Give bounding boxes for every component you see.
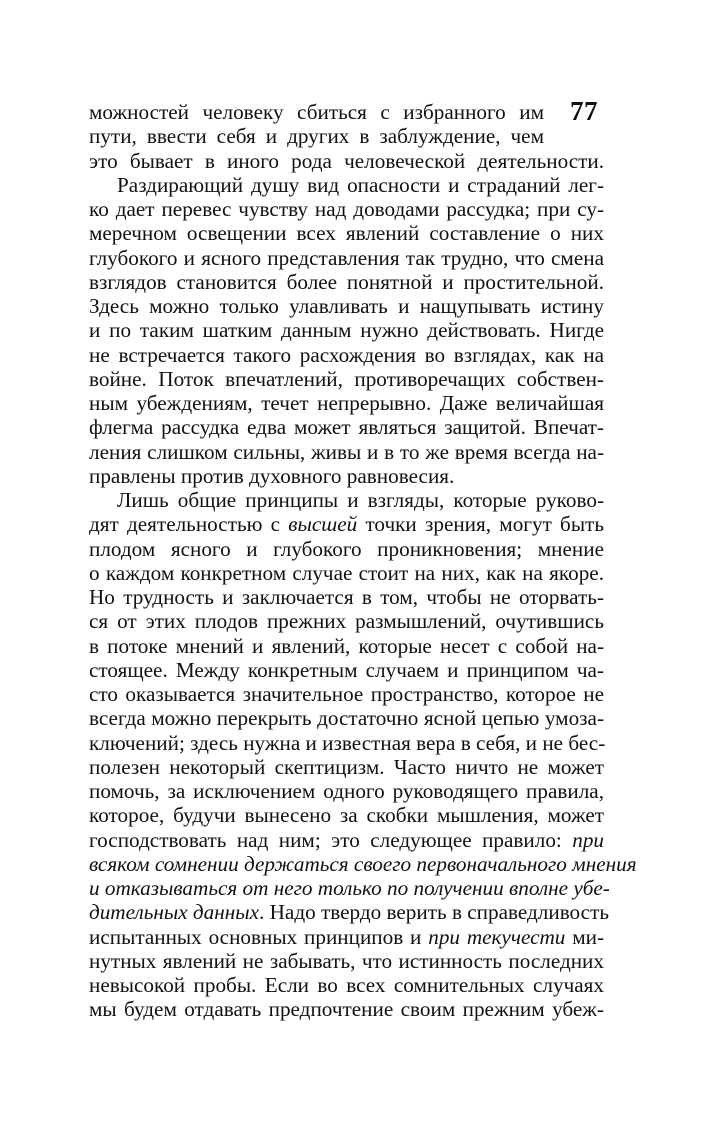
text-line: сто оказывается значительное пространство, которое не xyxy=(89,682,604,706)
italic-emphasis: при xyxy=(572,827,604,852)
text-line: не встречается такого расхождения во взглядах, как на xyxy=(89,342,604,367)
text-line: стоящее. Между конкретным случаем и принципом ча- xyxy=(89,657,604,682)
text-line: пути, ввести себя и других в заблуждение, чем xyxy=(89,124,544,149)
text-line: можностей человеку сбиться с избранного им xyxy=(89,100,544,124)
text-line: войне. Поток впечатлений, противоречащих собствен- xyxy=(89,366,604,391)
text-line: которое, будучи вынесено за скобки мышления, может xyxy=(89,803,604,828)
text-line: взглядов становится более понятной и простительной. xyxy=(89,269,604,294)
text-line: дительных данных. Надо твердо верить в справедливость xyxy=(89,900,610,925)
italic-emphasis: и отказываться от него только по получении вполне убе- xyxy=(89,876,610,900)
italic-emphasis: всяком сомнении держаться своего первоначального мнения xyxy=(89,851,637,876)
text-line xyxy=(89,851,637,876)
italic-emphasis: при текучести xyxy=(428,924,566,949)
text-line: дят деятельностью с высшей точки зрения, могут быть xyxy=(89,512,604,537)
page-number: 77 xyxy=(570,96,598,126)
text-line: Раздирающий душу вид опасности и страданий лег- xyxy=(117,172,604,197)
text-line: господствовать над ним; это следующее правило: при xyxy=(89,827,604,852)
text-line: ным убеждениям, течет непрерывно. Даже величайшая xyxy=(89,391,604,415)
text-line: меречном освещении всех явлений составление о них xyxy=(89,221,604,246)
text-line: о каждом конкретном случае стоит на них, как на якоре. xyxy=(89,560,604,585)
text-line: всегда можно перекрыть достаточно ясной цепью умоза- xyxy=(89,706,604,731)
text-line: ся от этих плодов прежних размышлений, очутившись xyxy=(89,609,604,634)
text-line: Лишь общие принципы и взгляды, которые руково- xyxy=(117,488,604,512)
italic-emphasis: дительных данных xyxy=(89,900,260,925)
text-line: невысокой пробы. Если во всех сомнительных случаях xyxy=(89,973,604,997)
text-line: помочь, за исключением одного руководящего правила, xyxy=(89,779,604,803)
body-text xyxy=(89,100,637,1022)
text-line: это бывает в иного рода человеческой деятельности. xyxy=(89,148,604,173)
text-line: ления слишком сильны, живы и в то же время всегда на- xyxy=(89,439,604,464)
text-line: глубокого и ясного представления так трудно, что смена xyxy=(89,245,604,270)
text-line: флегма рассудка едва может являться защитой. Впечат- xyxy=(89,415,604,440)
text-line: ко дает перевес чувству над доводами рассудка; при су- xyxy=(89,197,604,221)
text-line: полезен некоторый скептицизм. Часто ничто не может xyxy=(89,754,604,779)
text-line: мы будем отдавать предпочтение своим прежним убеж- xyxy=(89,997,604,1022)
text-line: Здесь можно только улавливать и нащупывать истину xyxy=(89,294,604,318)
text-line: ключений; здесь нужна и известная вера в себя, и не бес- xyxy=(89,730,606,755)
italic-emphasis: высшей xyxy=(288,512,358,537)
text-line: и по таким шатким данным нужно действовать. Нигде xyxy=(89,318,604,343)
text-line: нутных явлений не забывать, что истинность последних xyxy=(89,948,604,973)
text-line xyxy=(89,876,610,900)
text-line: испытанных основных принципов и при текучести ми- xyxy=(89,924,604,949)
text-line: в потоке мнений и явлений, которые несет с собой на- xyxy=(89,633,604,658)
text-line: Но трудность и заключается в том, чтобы не оторвать- xyxy=(89,585,604,609)
text-line: плодом ясного и глубокого проникновения; мнение xyxy=(89,536,604,561)
text-line: правлены против духовного равновесия. xyxy=(89,463,455,488)
